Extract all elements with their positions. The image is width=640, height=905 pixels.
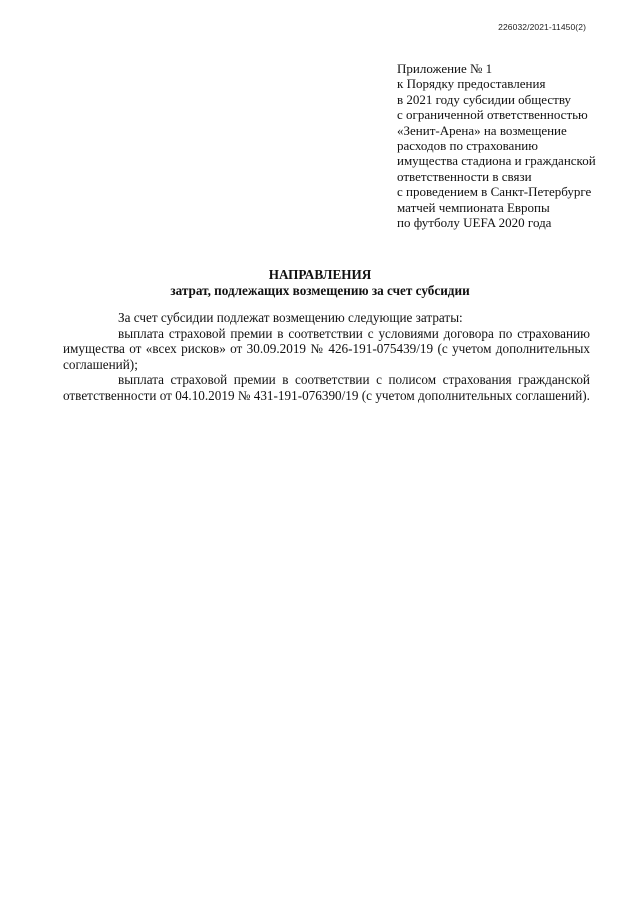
document-title: НАПРАВЛЕНИЯ bbox=[268, 267, 372, 282]
appendix-line: «Зенит-Арена» на возмещение bbox=[397, 122, 567, 138]
appendix-line: имущества стадиона и гражданской bbox=[397, 153, 596, 169]
appendix-line: расходов по страхованию bbox=[397, 138, 538, 154]
document-body bbox=[63, 310, 590, 403]
appendix-line: матчей чемпионата Европы bbox=[397, 199, 550, 215]
body-paragraph-liability-insurance: выплата страховой премии в соответствии с полисом страхования гражданской ответственности от 04.10.2019 № 431-191-076390/19 (с учетом дополнительных соглашений). bbox=[63, 372, 590, 403]
document-subtitle: затрат, подлежащих возмещению за счет субсидии bbox=[170, 283, 470, 298]
appendix-line: к Порядку предоставления bbox=[397, 76, 546, 92]
appendix-line: с ограниченной ответственностью bbox=[397, 107, 588, 123]
appendix-line: Приложение № 1 bbox=[397, 61, 493, 76]
appendix-line: ответственности в связи bbox=[397, 168, 532, 184]
appendix-line: в 2021 году субсидии обществу bbox=[397, 91, 572, 107]
body-paragraph-property-insurance: выплата страховой премии в соответствии с условиями договора по страхованию имущества от «всех рисков» от 30.09.2019 № 426-191-075439/19 (с учетом дополнительных соглашений); bbox=[63, 325, 590, 372]
body-paragraph-intro: За счет субсидии подлежат возмещению следующие затраты: bbox=[118, 310, 463, 325]
appendix-line: с проведением в Санкт-Петербурге bbox=[397, 184, 592, 200]
appendix-block bbox=[397, 61, 597, 230]
appendix-line: по футболу UEFA 2020 года bbox=[397, 215, 552, 231]
document-registration-number: 226032/2021-11450(2) bbox=[498, 22, 586, 32]
